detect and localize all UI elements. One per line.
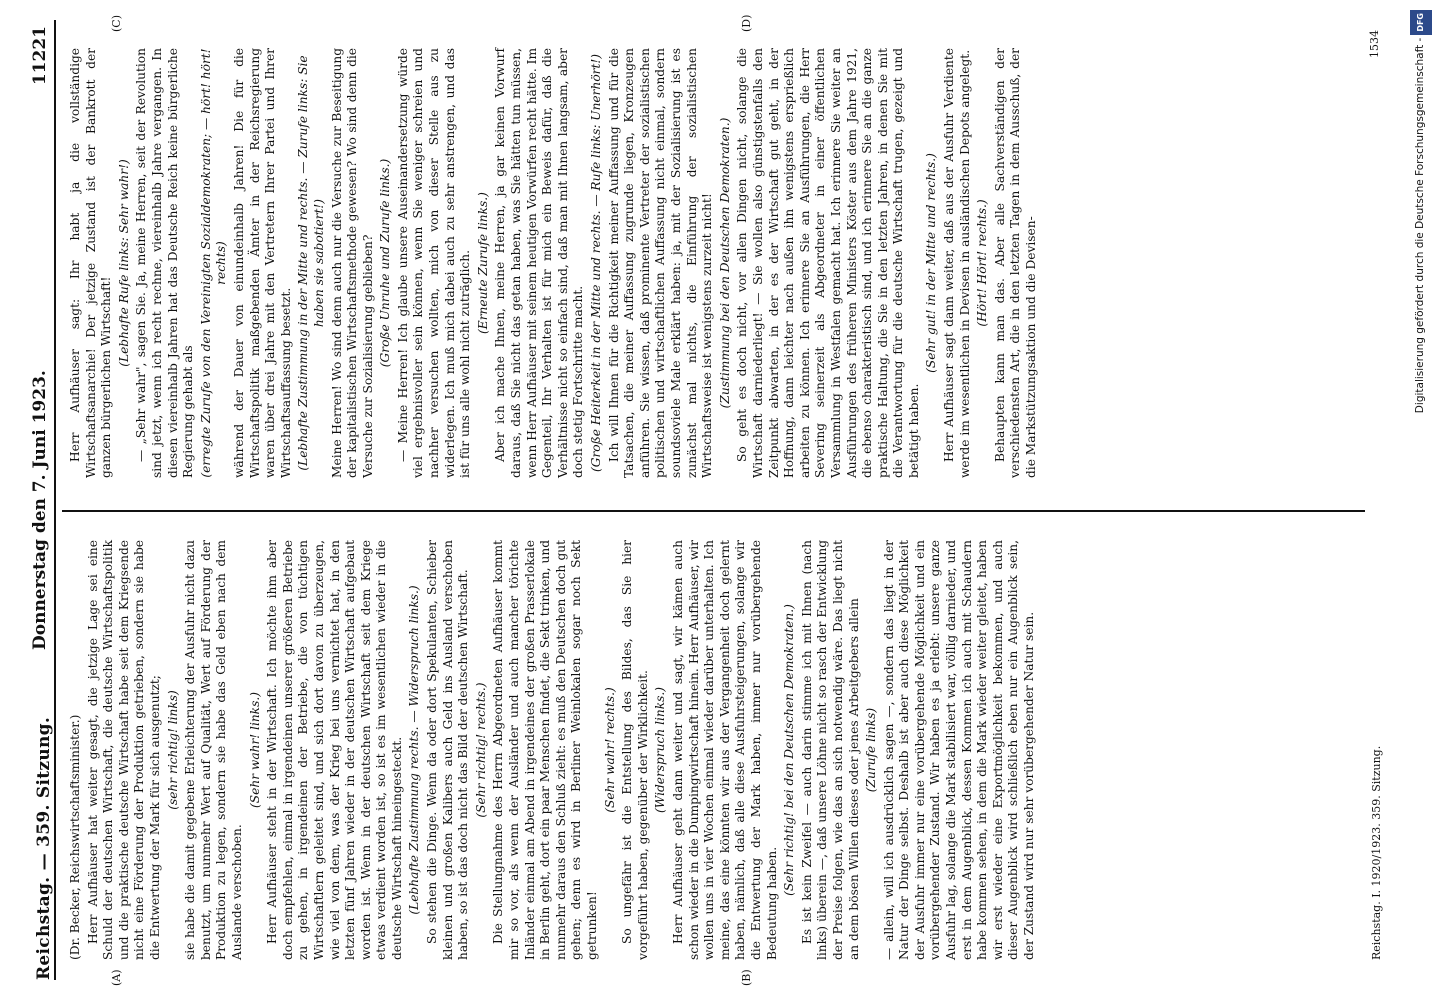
interjection: (Widerspruch links.) [653,687,668,813]
paragraph: Meine Herren! Wo sind denn auch nur die Versuche zur Beseitigung der kapitalistischen Wirtschaftsmethode gewesen? Wo sind denn die Versuche zur Sozialisierung geblieben? [329,48,375,478]
paragraph: So ungefähr ist die Entstellung des Bildes, das Sie hier vorgeführt haben, gegenüber der Wirklichkeit. [620,540,650,960]
page-footer: Reichstag. I. 1920/1923. 359. Sitzung. [1370,745,1383,960]
margin-marker-b: (B) [740,969,753,986]
interjection: (Lebhafte Rufe links: Sehr wahr!) [116,159,131,367]
interjection: (Große Unruhe und Zurufe links.) [378,158,393,368]
interjection: (erregte Zurufe von den Vereinigten Sozialdemokraten; — hört! hört! rechts) [198,48,229,478]
paragraph: Behaupten kann man das. Aber alle Sachverständigen der verschiedensten Art, die in den letzten Tagen in dem Ausschuß, der die Markstützungsaktion und die Devisen- [992,48,1039,478]
page-header [14,20,56,980]
interjection: (Sehr wahr! links.) [247,692,262,808]
interjection: (Sehr richtig! bei den Deutschen Demokraten.) [782,604,797,896]
interjection: (Sehr gut! in der Mitte und rechts.) [924,153,939,373]
paragraph: So geht es doch nicht, vor allen Dingen nicht, solange die Wirtschaft darniederliegt! — Sie wollen also günstigstenfalls den Zeitpunkt abwarten, in der es der Wirtschaft gut geht, in der Hoffnung, dann leichter nach außen ihn wenigstens ersprießlich arbeiten zu können. Ich erinnere Sie an Ausführungen, die Herr Severing seinerzeit als Abgeordneter in einer öffentlichen Versammlung in Westfalen gemacht hat. Ich erinnere Sie weiter an Ausführungen des früheren Ministers Köster aus dem Jahre 1921, die ebenso charakteristisch sind, und ich erinnere Sie an die ganze praktische Haltung, die Sie in den letzten Jahren, in denen Sie mit die Verantwortung für die deutsche Wirtschaft trugen, gezeigt und betätigt haben. [735,48,921,478]
paragraph: Herr Aufhäuser sagt dann weiter, daß aus der Ausfuhr Verdiente werde im wesentlichen in Devisen in ausländischen Depots angelegt. [942,48,972,478]
credit-strip [1402,0,1434,1000]
interjection: (Erneute Zurufe links.) [475,192,490,334]
interjection: (Große Heiterkeit in der Mitte und rechts. — Rufe links: Unerhört!) [589,53,603,473]
paragraph: sie habe die damit gegebene Erleichterung der Ausfuhr nicht dazu benutzt, um nunmehr Wert auf Qualität, Wert auf Förderung der Produktion zu legen, sondern sie habe das Geld eben nach dem Auslande verschoben. [183,540,244,960]
left-column [68,540,1040,960]
interjection: (Sehr wahr! rechts.) [602,687,617,813]
header-page-number: 11221 [30,26,50,86]
interjection: (sehr richtig! links) [165,690,180,810]
header-left: Reichstag. — 359. Sitzung. [34,716,54,980]
paragraph: — „Sehr wahr", sagen Sie. Ja, meine Herren, seit der Revolution sind jetzt, wenn ich recht rechne, viereinhalb Jahre vergangen. In diesen viereinhalb Jahren hat das Deutsche Reich keine bürgerliche Regierung gehabt als [134,48,196,478]
dfg-logo-icon: DFG [1410,10,1432,35]
margin-marker-d: (D) [740,14,753,32]
paragraph: — allein, will ich ausdrücklich sagen —, sondern das liegt in der Natur der Dinge selbst. Deshalb ist aber auch diese Möglichkeit der Ausfuhr immer nur eine vorübergehende Möglichkeit und ein vorübergehender Zustand. Wir haben es ja erlebt: unsere ganze Ausfuhr lag, solange die Mark stabilisiert war, völlig darnieder, und erst in dem Augenblick, dessen Kommen ich auch mit Schaudern habe kommen sehen, in dem die Mark wieder weiter gleitet, haben wir erst wieder eine Exportmöglichkeit bekommen, und auch dieser Augenblick wird schließlich eben nur ein Augenblick sein, der Zustand wird nur sehr vorübergehender Natur sein. [881,540,1037,960]
interjection: (Lebhafte Zustimmung rechts. — Widerspruch links.) [407,585,422,915]
paragraph: während der Dauer von einundeinhalb Jahren! Die für die Wirtschaftspolitik maßgebenden Ämter in der Reichsregierung waren über drei Jahre mit den Vertretern Ihrer Partei und Ihrer Wirtschaftsauffassung besetzt. [231,48,293,478]
margin-marker-c: (C) [110,15,123,32]
paragraph: Herr Aufhäuser hat weiter gesagt, die jetzige Lage sei eine Schuld der deutschen Wirtschaft, die deutsche Wirtschaftspolitik und die praktische deutsche Wirtschaft habe seit dem Kriegsende nicht eine Förderung der Produktion getrieben, sondern sie habe die Entwertung der Mark für sich ausgenutzt; [85,540,162,960]
interjection: (Zurufe links) [864,707,879,793]
column-divider [62,511,1365,513]
paragraph: — Meine Herren! Ich glaube unsere Auseinandersetzung würde viel ergebnisvoller sein können, wenn Sie weniger schreien und nachher versuchen wollten, mich von dieser Stelle aus zu widerlegen. Ich muß mich dabei auch zu sehr anstrengen, und das ist für uns alle wohl nicht zuträglich. [395,48,473,478]
credit-text: Digitalisierung gefördert durch die Deutsche Forschungsgemeinschaft - [1414,37,1426,414]
paragraph: Herr Aufhäuser geht dann weiter und sagt, wir kämen auch schon wieder in die Dumpingwirtschaft hinein. Herr Aufhäuser, wir wollen uns in vier Wochen einmal wieder darüber unterhalten. Ich meine, das eine könnten wir aus der Vergangenheit doch gelernt haben, nämlich, daß alle diese Ausfuhrsteigerungen, solange wir die Entwertung der Mark haben, immer nur vorübergehende Bedeutung haben. [670,540,779,960]
paragraph: Aber ich mache Ihnen, meine Herren, ja gar keinen Vorwurf daraus, daß Sie nicht das getan haben, was Sie hätten tun müssen, wenn Herr Aufhäuser mit seinem heutigen Vorwürfen recht hätte. Im Gegenteil, Ihr Verhalten ist für mich ein Beweis dafür, daß die Verhältnisse nicht so einfach sind, daß man mit Ihnen langsam, aber doch stetig Fortschritte macht. [493,48,586,478]
interjection: (Sehr richtig! rechts.) [473,682,488,818]
paragraph: Es ist kein Zweifel — auch darin stimme ich mit Ihnen (nach links) überein —, daß unsere Löhne nicht so rasch der Entwicklung der Preise folgen, wie das an sich notwendig wäre. Das liegt nicht an dem bösen Willen dieses oder jenes Arbeitgebers allein [799,540,861,960]
interjection: (Lebhafte Zustimmung in der Mitte und rechts. — Zurufe links: Sie haben sie sabotiert!) [296,55,326,471]
margin-marker-a: (A) [110,969,123,986]
paragraph: Herr Aufhäuser sagt: Ihr habt ja die vollständige Wirtschaftsanarchie! Der jetzige Zustand ist der Bankrott der ganzen bürgerlichen Wirtschaft! [68,48,114,478]
paragraph: Ich will Ihnen für die Richtigkeit meiner Auffassung und für die Tatsachen, die meiner Auffassung zugrunde liegen, Kronzeugen anführen. Sie wissen, daß prominente Vertreter der sozialistischen politischen und wirtschaftlichen Auffassung nicht einmal, sondern soundsoviele Male erklärt haben: ja, mit der Sozialisierung ist es zunächst mal nichts, die Einführung der sozialistischen Wirtschaftsweise ist wenigstens zurzeit nicht! [606,48,715,478]
header-date: Donnerstag den 7. Juni 1923. [30,370,50,650]
interjection: (Zustimmung bei den Deutschen Demokraten.) [717,117,732,409]
interjection: (Hört! Hört! rechts.) [975,199,990,327]
right-column [68,48,1042,478]
footer-page-number: 1534 [1368,30,1381,58]
paragraph: Die Stellungnahme des Herrn Abgeordneten Aufhäuser kommt mir so vor, als wenn der Ausländer und auch mancher törichte Inländer einmal am Abend in irgendeines der großen Prasserlokale in Berlin geht, dort ein paar Menschen findet, die Sekt trinken, und nunmehr daraus den Schluß zieht: es muß den Deutschen doch gut gehen; denn es wird in Berliner Weinlokalen sogar noch Sekt getrunken! [491,540,599,960]
paragraph: (Dr. Becker, Reichswirtschaftsminister.) [68,714,82,960]
paragraph: So stehen die Dinge. Wenn da oder dort Spekulanten, Schieber kleinen und großen Kalibers auch Geld ins Ausland verschoben haben, so ist das doch nicht das Bild der deutschen Wirtschaft. [425,540,471,960]
paragraph: Herr Aufhäuser steht in der Wirtschaft. Ich möchte ihm aber doch empfehlen, einmal in irgendeinen unserer größeren Betriebe zu gehen, in irgendeinen der Betriebe, die von tüchtigen Wirtschaftlern geleitet sind, und sich dort davon zu überzeugen, wie viel von dem, was der Krieg bei uns vernichtet hat, in den letzten fünf Jahren wieder in der deutschen Wirtschaft aufgebaut worden ist. Wenn in der deutschen Wirtschaft seit dem Kriege etwas verdient worden ist, so ist es im wesentlichen wieder in die deutsche Wirtschaft hineingesteckt. [265,540,404,960]
